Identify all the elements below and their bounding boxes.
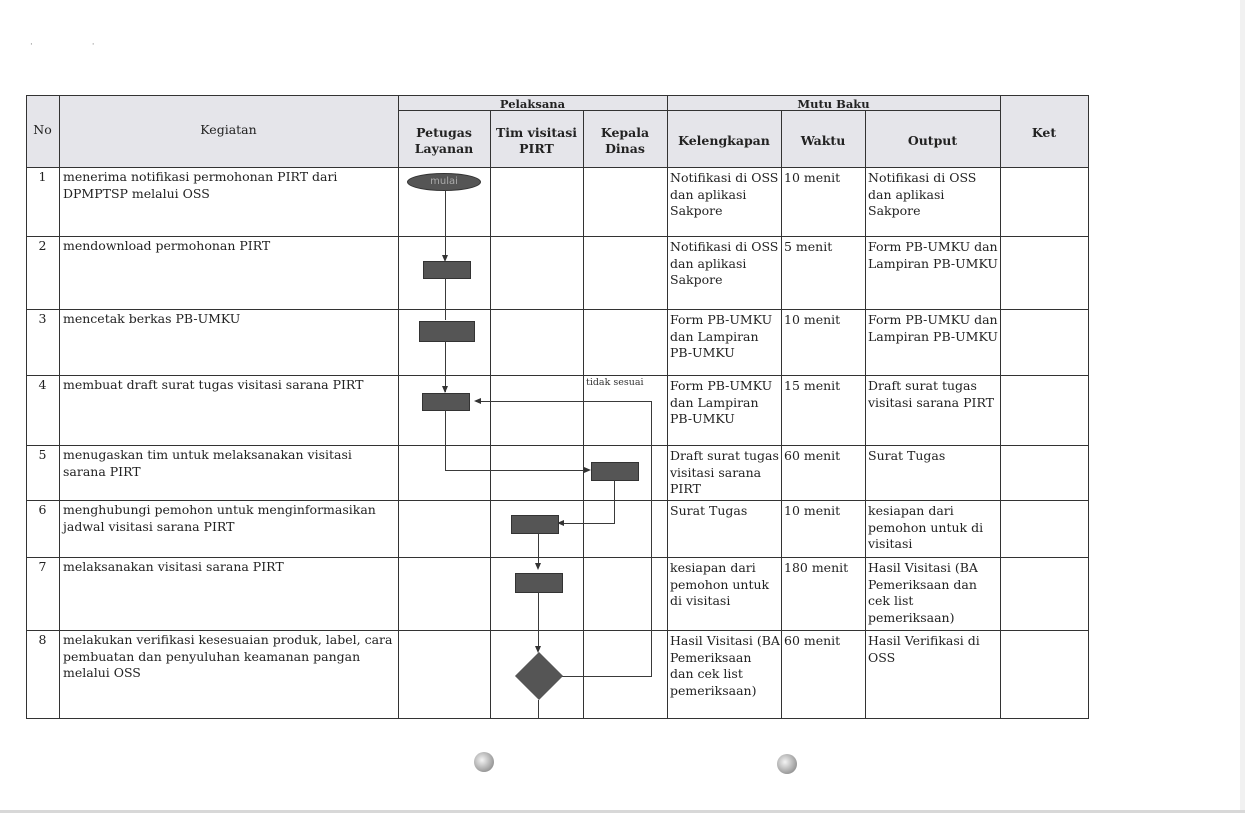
table-rule: [1000, 309, 1001, 376]
table-rule: [1088, 445, 1089, 501]
table-rule: [865, 236, 866, 310]
row-rule: [26, 630, 1089, 631]
header-output: Output: [907, 133, 958, 148]
header-kelengkapan: Kelengkapan: [678, 133, 770, 148]
header-waktu: Waktu: [800, 133, 846, 148]
row-kelengkapan: kesiapan dari pemohon untuk di visitasi: [670, 560, 770, 608]
arrow-down-icon: [442, 386, 448, 393]
row-kelengkapan: Surat Tugas: [670, 503, 748, 518]
table-rule: [667, 500, 668, 558]
table-rule: [490, 500, 491, 558]
table-rule: [1088, 500, 1089, 558]
table-rule: [667, 236, 668, 310]
row-kelengkapan: Draft surat tugas visitasi sarana PIRT: [670, 448, 779, 496]
table-rule: [865, 167, 866, 237]
table-rule: [781, 500, 782, 558]
row-number: 4: [38, 377, 47, 392]
flow-connector: [445, 470, 587, 471]
table-rule: [865, 309, 866, 376]
row-kelengkapan: Notifikasi di OSS dan aplikasi Sakpore: [670, 239, 779, 287]
flow-connector: [538, 700, 539, 719]
table-rule: [667, 309, 668, 376]
decision-verifikasi: [515, 652, 563, 700]
table-rule: [781, 557, 782, 631]
row-rule: [26, 236, 1089, 237]
table-rule: [1088, 630, 1089, 719]
table-rule: [59, 375, 60, 446]
row-number: 6: [38, 502, 47, 517]
table-rule: [398, 557, 399, 631]
arrow-left-icon: [474, 398, 481, 404]
loop-label: tidak sesuai: [586, 377, 644, 388]
row-kelengkapan: Hasil Visitasi (BA Pemeriksaan dan cek list pemeriksaan): [670, 633, 780, 698]
table-rule: [583, 445, 584, 501]
row-output: Form PB-UMKU dan Lampiran PB-UMKU: [868, 239, 998, 271]
table-rule: [59, 445, 60, 501]
row-waktu: 60 menit: [784, 633, 841, 648]
row-output: Surat Tugas: [868, 448, 946, 463]
flow-connector: [651, 401, 652, 677]
table-rule: [490, 630, 491, 719]
row-rule: [26, 375, 1089, 376]
table-rule: [490, 445, 491, 501]
row-number: 5: [38, 447, 47, 462]
flow-connector: [564, 523, 615, 524]
table-rule: [59, 630, 60, 719]
table-rule: [865, 445, 866, 501]
process-draft: [422, 393, 470, 411]
row-kegiatan: membuat draft surat tugas visitasi sarana PIRT: [63, 377, 364, 392]
row-waktu: 60 menit: [784, 448, 841, 463]
header-pelaksana: Pelaksana: [499, 97, 566, 111]
header-kepala-dinas: Kepala Dinas: [600, 125, 650, 156]
row-kegiatan: mencetak berkas PB-UMKU: [63, 311, 241, 326]
row-waktu: 180 menit: [784, 560, 849, 575]
table-rule: [490, 167, 491, 237]
header-no: No: [33, 122, 52, 137]
table-rule: [667, 557, 668, 631]
table-rule: [490, 309, 491, 376]
table-rule: [398, 445, 399, 501]
flow-connector: [562, 676, 652, 677]
flow-connector: [445, 410, 446, 471]
table-rule: [583, 557, 584, 631]
header-bottom-rule: [26, 167, 1089, 168]
row-output: Form PB-UMKU dan Lampiran PB-UMKU: [868, 312, 998, 344]
row-waktu: 10 menit: [784, 312, 841, 327]
table-rule: [1000, 500, 1001, 558]
row-kelengkapan: Form PB-UMKU dan Lampiran PB-UMKU: [670, 378, 773, 426]
row-number: 3: [38, 311, 47, 326]
table-rule: [583, 375, 584, 446]
table-rule: [583, 630, 584, 719]
row-waktu: 10 menit: [784, 170, 841, 185]
table-rule: [865, 557, 866, 631]
table-rule: [583, 500, 584, 558]
flow-connector: [538, 533, 539, 564]
flow-connector: [445, 278, 446, 320]
row-kelengkapan: Notifikasi di OSS dan aplikasi Sakpore: [670, 170, 779, 218]
paper-right-edge: [1240, 0, 1245, 813]
table-rule: [1088, 375, 1089, 446]
header-ket: Ket: [1031, 125, 1057, 140]
table-rule: [1088, 236, 1089, 310]
row-rule: [26, 500, 1089, 501]
table-rule: [59, 167, 60, 237]
table-rule: [1000, 375, 1001, 446]
row-rule: [26, 718, 1089, 719]
flow-connector: [614, 480, 615, 523]
table-rule: [59, 557, 60, 631]
table-rule: [490, 375, 491, 446]
table-rule: [59, 236, 60, 310]
table-rule: [667, 375, 668, 446]
table-rule: [865, 500, 866, 558]
table-rule: [1088, 95, 1089, 168]
table-rule: [398, 309, 399, 376]
scan-specks: · ·: [30, 40, 123, 50]
row-output: Draft surat tugas visitasi sarana PIRT: [868, 378, 994, 410]
row-kegiatan: mendownload permohonan PIRT: [63, 238, 271, 253]
row-waktu: 10 menit: [784, 503, 841, 518]
header-kegiatan: Kegiatan: [200, 122, 257, 137]
flow-connector: [445, 341, 446, 392]
row-waktu: 15 menit: [784, 378, 841, 393]
flow-connector: [445, 190, 446, 257]
flow-connector: [538, 592, 539, 648]
table-rule: [865, 630, 866, 719]
row-output: Hasil Visitasi (BA Pemeriksaan dan cek list pemeriksaan): [868, 560, 978, 625]
table-rule: [398, 500, 399, 558]
process-visitasi: [515, 573, 563, 593]
process-cetak: [419, 321, 475, 342]
table-rule: [59, 500, 60, 558]
row-kegiatan: menugaskan tim untuk melaksanakan visitasi sarana PIRT: [63, 447, 352, 479]
table-rule: [667, 630, 668, 719]
row-output: Hasil Verifikasi di OSS: [868, 633, 980, 665]
row-waktu: 5 menit: [784, 239, 833, 254]
table-rule: [1088, 309, 1089, 376]
row-kelengkapan: Form PB-UMKU dan Lampiran PB-UMKU: [670, 312, 773, 360]
table-rule: [781, 167, 782, 237]
table-rule: [781, 630, 782, 719]
table-rule: [1000, 557, 1001, 631]
header-tim-visitasi: Tim visitasi PIRT: [495, 125, 578, 156]
table-rule: [667, 445, 668, 501]
row-kegiatan: menghubungi pemohon untuk menginformasikan jadwal visitasi sarana PIRT: [63, 502, 376, 534]
row-number: 1: [38, 169, 47, 184]
table-rule: [1088, 167, 1089, 237]
table-rule: [781, 309, 782, 376]
table-rule: [781, 236, 782, 310]
row-kegiatan: melaksanakan visitasi sarana PIRT: [63, 559, 284, 574]
table-rule: [490, 236, 491, 310]
process-download: [423, 261, 471, 279]
binder-hole-right: [777, 754, 797, 774]
row-number: 8: [38, 632, 47, 647]
table-rule: [583, 167, 584, 237]
arrow-right-icon: [584, 467, 591, 473]
arrow-down-icon: [535, 563, 541, 570]
table-rule: [865, 375, 866, 446]
table-rule: [490, 557, 491, 631]
table-rule: [59, 309, 60, 376]
table-rule: [583, 236, 584, 310]
table-rule: [667, 167, 668, 237]
row-rule: [26, 309, 1089, 310]
header-mutu-baku: Mutu Baku: [797, 97, 870, 111]
header-petugas-layanan: Petugas Layanan: [414, 125, 474, 156]
table-rule: [1000, 445, 1001, 501]
binder-hole-left: [474, 752, 494, 772]
table-rule: [398, 236, 399, 310]
table-rule: [781, 375, 782, 446]
table-rule: [398, 167, 399, 237]
row-rule: [26, 557, 1089, 558]
process-hubungi: [511, 515, 559, 534]
row-kegiatan: menerima notifikasi permohonan PIRT dari DPMPTSP melalui OSS: [63, 169, 338, 201]
table-rule: [1000, 630, 1001, 719]
table-rule: [398, 375, 399, 446]
row-kegiatan: melakukan verifikasi kesesuaian produk, label, cara pembuatan dan penyuluhan keamanan pangan melalui OSS: [63, 632, 393, 680]
process-tugas: [591, 462, 639, 481]
row-rule: [26, 445, 1089, 446]
table-rule: [398, 630, 399, 719]
row-number: 2: [38, 238, 47, 253]
row-number: 7: [38, 559, 47, 574]
row-output: kesiapan dari pemohon untuk di visitasi: [868, 503, 984, 551]
table-rule: [583, 309, 584, 376]
table-rule: [1000, 236, 1001, 310]
table-rule: [781, 445, 782, 501]
table-rule: [1000, 167, 1001, 237]
table-rule: [1088, 557, 1089, 631]
row-output: Notifikasi di OSS dan aplikasi Sakpore: [868, 170, 977, 218]
flow-connector: [476, 401, 652, 402]
start-terminal: mulai: [407, 173, 481, 191]
